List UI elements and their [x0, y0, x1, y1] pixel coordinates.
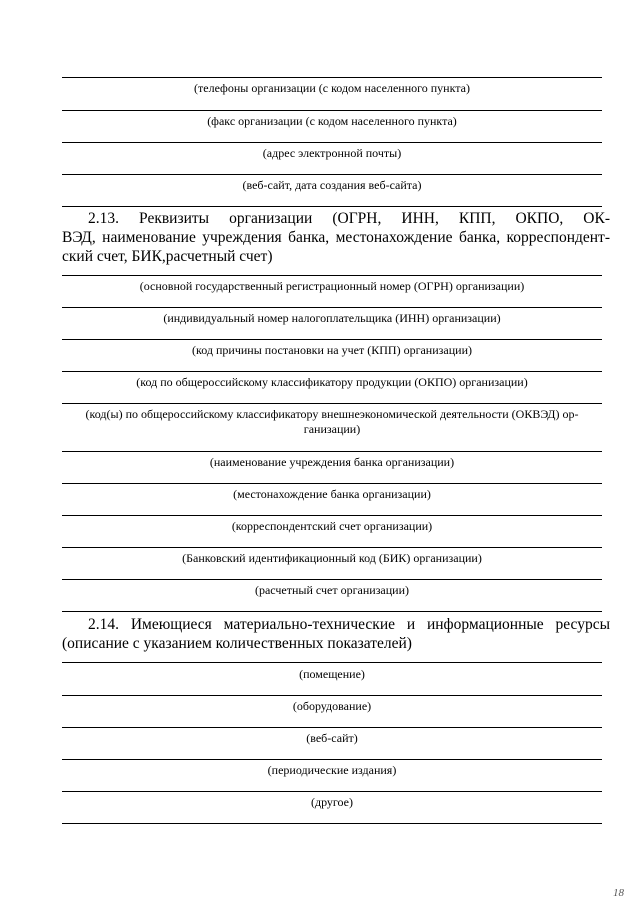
equipment-field-line[interactable]	[62, 695, 602, 696]
email-field-line[interactable]	[62, 142, 602, 143]
fax-field-line[interactable]	[62, 110, 602, 111]
section-2-14-rest: (описание с указанием количественных показателей)	[62, 635, 412, 652]
periodicals-field-caption: (периодические издания)	[267, 763, 397, 777]
bik-field-line[interactable]	[62, 547, 602, 548]
bik-field-caption: (Банковский идентификационный код (БИК) организации)	[182, 551, 482, 565]
bank-location-field-line[interactable]	[62, 483, 602, 484]
okved-field-line[interactable]	[62, 403, 602, 404]
section-2-13-first-line: 2.13. Реквизиты организации (ОГРН, ИНН, КПП, ОКПО, ОК-	[88, 210, 610, 227]
other-field-caption: (другое)	[310, 795, 354, 809]
bank-name-field-line[interactable]	[62, 451, 602, 452]
settlement-account-field-line[interactable]	[62, 579, 602, 580]
section-2-14-heading	[62, 615, 610, 653]
website-resource-field-line[interactable]	[62, 727, 602, 728]
email-field-caption: (адрес электронной почты)	[262, 146, 402, 160]
ogrn-field-caption: (основной государственный регистрационный номер (ОГРН) организации)	[139, 279, 525, 293]
okpo-field-line[interactable]	[62, 371, 602, 372]
ogrn-field-line[interactable]	[62, 275, 602, 276]
premises-field-caption: (помещение)	[299, 667, 365, 681]
premises-field-line[interactable]	[62, 662, 602, 663]
inn-field-caption: (индивидуальный номер налогоплательщика (ИНН) организации)	[163, 311, 501, 325]
phone-field-line[interactable]	[62, 77, 602, 78]
periodicals-field-line[interactable]	[62, 759, 602, 760]
other-field-line[interactable]	[62, 791, 602, 792]
okpo-field-caption: (код по общероссийскому классификатору продукции (ОКПО) организации)	[136, 375, 528, 389]
website-field-line[interactable]	[62, 174, 602, 175]
okved-field-caption: (код(ы) по общероссийскому классификатору внешнеэкономической деятельности (ОКВЭД) ор-ганизации)	[85, 407, 579, 436]
website-field-caption: (веб-сайт, дата создания веб-сайта)	[242, 178, 422, 192]
phone-field-caption: (телефоны организации (с кодом населенного пункта)	[194, 81, 470, 95]
section-divider	[62, 206, 602, 207]
kpp-field-line[interactable]	[62, 339, 602, 340]
website-resource-field-caption: (веб-сайт)	[306, 731, 358, 745]
bank-location-field-caption: (местонахождение банка организации)	[233, 487, 431, 501]
page-number: 18	[613, 887, 624, 899]
fax-field-caption: (факс организации (с кодом населенного пункта)	[207, 114, 457, 128]
settlement-account-field-caption: (расчетный счет организации)	[254, 583, 410, 597]
section-2-14-first-line: 2.14. Имеющиеся материально-технические и информационные ресурсы	[88, 616, 610, 633]
corr-account-field-line[interactable]	[62, 515, 602, 516]
bank-name-field-caption: (наименование учреждения банка организации)	[209, 455, 455, 469]
kpp-field-caption: (код причины постановки на учет (КПП) организации)	[192, 343, 472, 357]
final-field-line[interactable]	[62, 823, 602, 824]
equipment-field-caption: (оборудование)	[292, 699, 372, 713]
inn-field-line[interactable]	[62, 307, 602, 308]
section-divider	[62, 611, 602, 612]
section-2-13-rest: ВЭД, наименование учреждения банка, местонахождение банка, корреспондент-ский счет, БИК,расчетный счет)	[62, 229, 610, 265]
corr-account-field-caption: (корреспондентский счет организации)	[231, 519, 433, 533]
section-2-13-heading	[62, 209, 610, 266]
